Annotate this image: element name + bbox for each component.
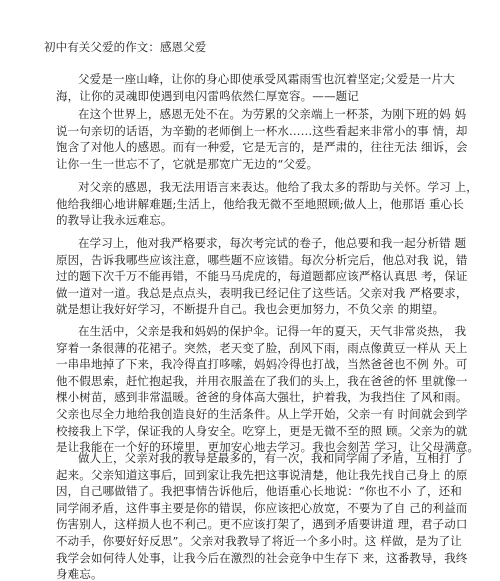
paragraph-line: 伤害别人，这样损人也不利己。更不应该打架了，遇到矛盾要讲道 理，君子动口: [56, 517, 468, 532]
paragraph-line: 的教导让我永远难忘。: [56, 213, 173, 228]
paragraph-line: 过的题下次千万不能再错，不能马马虎虎的，每道题都应该严格认真思 考，保证: [56, 269, 468, 284]
paragraph-line: 因，自己哪做错了。我把事情告诉他后，他语重心长地说：“你也不小 了，还和: [56, 484, 462, 499]
paragraph-line: 身难忘。: [56, 567, 103, 581]
paragraph-line: 对父亲的感恩，我无法用语言来表达。他给了我太多的帮助与关怀。学习 上，: [78, 180, 478, 194]
paragraph-line: 就是想让我好好学习，不断提升自己。我也会更加努力，不负父亲 的期望。: [56, 302, 445, 317]
paragraph-line: 一串串地掉了下来，我冷得直打哆嗦，妈妈冷得也打战，当然爸爸也不例 外。可: [56, 357, 468, 372]
paragraph-line: 棵小树苗，感到非常温暖。爸爸的身体高大强壮，护着我，为我挡住 了风和雨。: [56, 390, 468, 405]
paragraph-line: 我学会如何待人处事，让我今后在激烈的社会竞争中生存下 来，这番教导，我终: [56, 550, 468, 565]
document-title: 初中有关父爱的作文：感恩父爱: [44, 40, 207, 54]
paragraph-line: 他不假思索，赶忙抱起我，并用衣服盖在了我们的头上，我在爸爸的怀 里就像一: [56, 373, 468, 388]
paragraph-line: 父亲也尽全力地给我创造良好的生活条件。从上学开始，父亲一有 时间就会到学: [56, 407, 468, 421]
paragraph-line: 不动手，你要好好反思”。父亲对我教导了将近一个多小时。这 样做，是为了让: [56, 534, 462, 548]
paragraph-line: 做人上，父亲对我的教导是最多的，有一次，我和同学闹了矛盾，互相打 了: [78, 451, 467, 465]
paragraph-line: 说一句亲切的话语，为辛勤的老师倒上一杯水……这些看起来非常小的事 情，却: [56, 123, 468, 138]
paragraph-line: 原因，告诉我哪些应该注意，哪些题不应该错。每次分析完后，他总对我 说，错: [56, 252, 468, 267]
paragraph-line: 他给我细心地讲解难题;生活上，他给我无微不至地照顾;做人上，他那语 重心长: [56, 196, 464, 211]
paragraph-line: 是让我能在一个好的环境里，更加安心地去学习。我也会刻苦 学习，让父母满意。: [56, 440, 480, 455]
paragraph-line: 在生活中，父亲是我和妈妈的保护伞。记得一年的夏天，天气非常炎热， 我: [78, 324, 467, 338]
paragraph-line: 穿着一条很薄的花裙子。突然，老天变了脸，刮风下雨，雨点像黄豆一样从 天上: [56, 340, 468, 355]
paragraph-line: 起来。父亲知道这事后，回到家让我先把这事说清楚，他让我先找自己身上 的原: [56, 467, 468, 482]
paragraph-line: 父爱是一座山峰，让你的身心即使承受风霜雨雪也沉着坚定;父爱是一片大: [78, 72, 455, 86]
paragraph-line: 在这个世界上，感恩无处不在。为劳累的父亲端上一杯茶，为刚下班的妈 妈: [78, 107, 467, 121]
paragraph-line: 饱含了对他人的感恩。而有一种爱，它是无言的，是严肃的，往往无法 细诉，会: [56, 140, 468, 155]
paragraph-line: 海，让你的灵魂即使遇到电闪雷鸣依然仁厚宽容。——题记: [56, 88, 359, 103]
paragraph-line: 让你一生一世忘不了，它就是那宽广无边的“父爱。: [56, 156, 319, 171]
paragraph-line: 校接我上下学，保证我的人身安全。吃穿上，更是无微不至的照 顾。父亲为的就: [56, 423, 468, 438]
paragraph-line: 同学闹矛盾，这件事主要是你的错误，你应该把心放宽，不要为了自 己的利益而: [56, 500, 468, 515]
paragraph-line: 在学习上，他对我严格要求，每次考完试的卷子，他总要和我一起分析错 题: [78, 236, 467, 250]
paragraph-line: 做一道对一道。我总是点点头，表明我已经记住了这些话。父亲对我 严格要求，: [56, 285, 468, 300]
